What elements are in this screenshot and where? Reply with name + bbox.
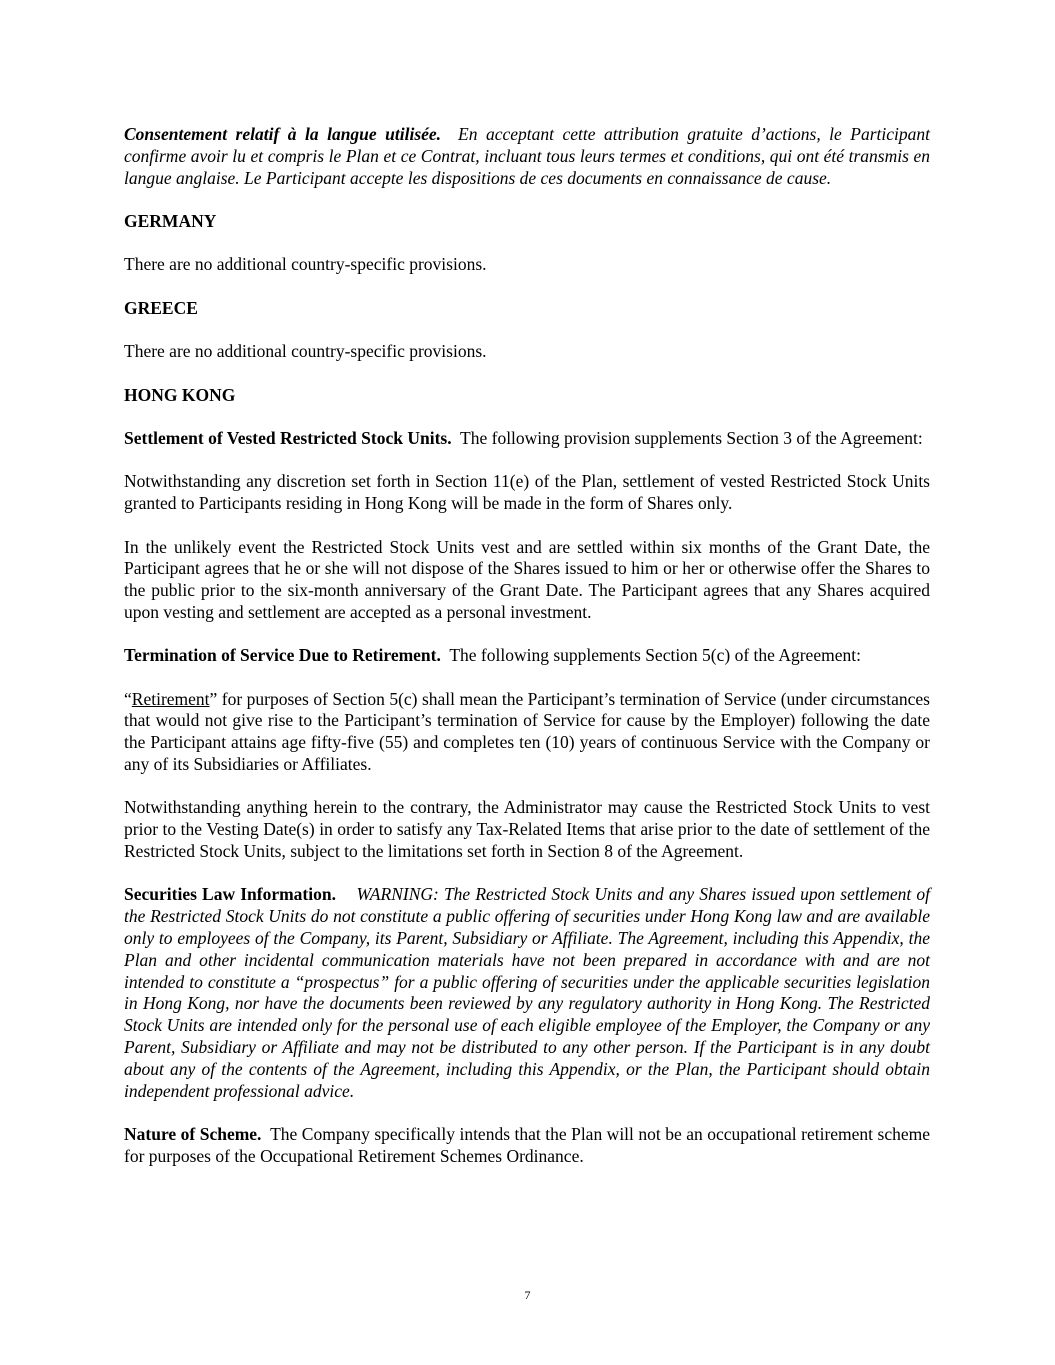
settlement-text: The following provision supplements Section 3 of the Agreement: [460,427,923,448]
securities-law-warning-text: WARNING: The Restricted Stock Units and any Shares issued upon settlement of the Restricted Stock Units do not constitute a public offering of securities under Hong Kong law and are available only to employees of the Company, its Parent, Subsidiary or Affiliate. The Agreement, including this Appendix, the Plan and other incidental communication materials have not been prepared in accordance with and are not intended to constitute a “prospectus” for a public offering of securities under the applicable securities legislation in Hong Kong, nor have the documents been reviewed by any regulatory authority in Hong Kong. The Restricted Stock Units are intended only for the personal use of each eligible employee of the Employer, the Company or any Parent, Subsidiary or Affiliate and may not be distributed to any other person. If the Participant is in any doubt about any of the contents of the Agreement, including this Appendix, or the Plan, the Participant should obtain independent professional advice. [124,884,930,1101]
retirement-definition-paragraph [124,689,930,776]
settlement-lead: Settlement of Vested Restricted Stock Units. [124,427,452,448]
notwithstanding-discretion-paragraph: Notwithstanding any discretion set forth in Section 11(e) of the Plan, settlement of vested Restricted Stock Units granted to Participants residing in Hong Kong will be made in the form of Shares only. [124,471,930,514]
settlement-paragraph [124,428,930,450]
nature-of-scheme-lead: Nature of Scheme. [124,1124,262,1145]
page-number: 7 [524,1288,531,1302]
retirement-term: Retirement [131,688,210,709]
nature-of-scheme-paragraph [124,1124,930,1168]
germany-heading: GERMANY [124,210,217,231]
retirement-open-quote: “ [124,688,132,709]
germany-text: There are no additional country-specific provisions. [124,254,487,275]
french-language-consent-paragraph [124,124,930,189]
retirement-definition-text: ” for purposes of Section 5(c) shall mean the Participant’s termination of Service (under circumstances that would not give rise to the Participant’s termination of Service for cause by the Employer) following the date the Participant attains age fifty-five (55) and completes ten (10) years of continuous Service with the Company or any of its Subsidiaries or Affiliates. [124,688,930,775]
termination-lead: Termination of Service Due to Retirement. [124,645,441,666]
french-language-consent-text: En acceptant cette attribution gratuite d’actions, le Participant confirme avoir lu et compris le Plan et ce Contrat, incluant tous leurs termes et conditions, qui ont été transmis en langue anglaise. Le Participant accepte les dispositions de ces documents en connaissance de cause. [124,124,931,188]
securities-law-paragraph [124,884,930,1102]
french-language-consent-lead: Consentement relatif à la langue utilisée. [124,124,442,144]
document-page [124,124,930,1189]
notwithstanding-contrary-paragraph: Notwithstanding anything herein to the contrary, the Administrator may cause the Restricted Stock Units to vest prior to the Vesting Date(s) in order to satisfy any Tax-Related Items that arise prior to the date of settlement of the Restricted Stock Units, subject to the limitations set forth in Section 8 of the Agreement. [124,797,930,862]
hong-kong-heading: HONG KONG [124,384,236,405]
termination-paragraph [124,645,930,667]
greece-text: There are no additional country-specific provisions. [124,341,487,362]
nature-of-scheme-text: The Company specifically intends that the Plan will not be an occupational retirement scheme for purposes of the Occupational Retirement Schemes Ordinance. [124,1124,930,1166]
termination-text: The following supplements Section 5(c) of the Agreement: [449,645,861,666]
securities-law-lead: Securities Law Information. [124,884,336,905]
greece-heading: GREECE [124,297,198,318]
unlikely-event-paragraph: In the unlikely event the Restricted Stock Units vest and are settled within six months of the Grant Date, the Participant agrees that he or she will not dispose of the Shares issued to him or her or otherwise offer the Shares to the public prior to the six-month anniversary of the Grant Date. The Participant agrees that any Shares acquired upon vesting and settlement are accepted as a personal investment. [124,536,930,622]
